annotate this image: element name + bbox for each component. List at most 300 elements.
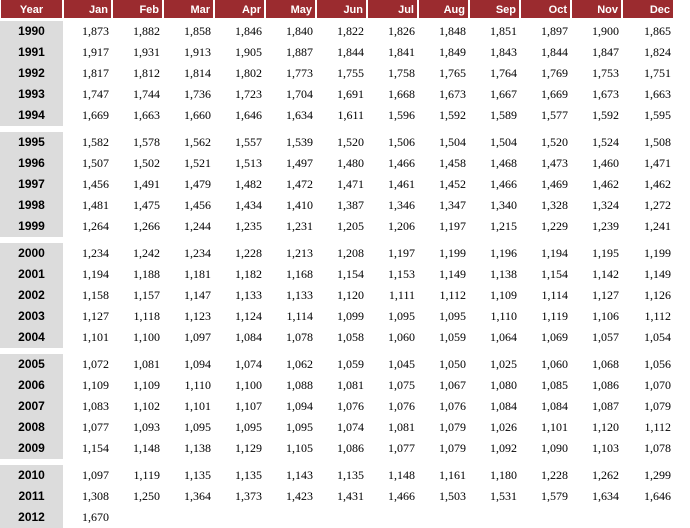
value-cell: 1,215	[490, 219, 517, 233]
value-cell: 1,308	[82, 489, 109, 503]
value-cell: 1,858	[184, 24, 211, 38]
value-cell: 1,154	[541, 267, 568, 281]
value-cell: 1,088	[286, 378, 313, 392]
value-cell: 1,539	[286, 135, 313, 149]
value-cell: 1,844	[541, 45, 568, 59]
value-cell: 1,562	[184, 135, 211, 149]
table-body	[0, 18, 674, 528]
value-cell: 1,133	[235, 288, 262, 302]
value-cell: 1,196	[490, 246, 517, 260]
value-cell	[265, 507, 316, 528]
value-cell: 1,814	[184, 66, 211, 80]
value-cell: 1,105	[286, 441, 313, 455]
value-cell: 1,101	[82, 330, 109, 344]
value-cell: 1,149	[644, 267, 671, 281]
value-cell: 1,299	[644, 468, 671, 482]
value-cell: 1,503	[439, 489, 466, 503]
value-cell	[469, 507, 520, 528]
value-cell: 1,234	[82, 246, 109, 260]
value-cell: 1,135	[184, 468, 211, 482]
year-cell: 1998	[0, 195, 63, 216]
value-cell: 1,673	[439, 87, 466, 101]
year-cell: 1994	[0, 105, 63, 126]
value-cell: 1,723	[235, 87, 262, 101]
value-cell: 1,462	[592, 177, 619, 191]
table-row	[0, 327, 674, 348]
column-header-month: Jan	[63, 0, 112, 18]
column-header-month: Aug	[418, 0, 469, 18]
value-cell: 1,578	[133, 135, 160, 149]
value-cell: 1,081	[337, 378, 364, 392]
value-cell: 1,466	[388, 489, 415, 503]
value-cell: 1,434	[235, 198, 262, 212]
column-header-month: May	[265, 0, 316, 18]
value-cell: 1,582	[82, 135, 109, 149]
year-cell: 2011	[0, 486, 63, 507]
value-cell: 1,078	[286, 330, 313, 344]
value-cell: 1,086	[592, 378, 619, 392]
value-cell: 1,120	[592, 420, 619, 434]
table-row	[0, 105, 674, 126]
value-cell: 1,461	[388, 177, 415, 191]
value-cell: 1,050	[439, 357, 466, 371]
value-cell: 1,481	[82, 198, 109, 212]
value-cell: 1,102	[133, 399, 160, 413]
value-cell: 1,456	[184, 198, 211, 212]
value-cell: 1,110	[184, 378, 211, 392]
value-cell: 1,135	[235, 468, 262, 482]
value-cell: 1,119	[133, 468, 160, 482]
value-cell: 1,472	[286, 177, 313, 191]
value-cell: 1,119	[541, 309, 568, 323]
value-cell: 1,905	[235, 45, 262, 59]
year-cell: 2002	[0, 285, 63, 306]
value-cell: 1,112	[644, 309, 671, 323]
value-cell: 1,118	[133, 309, 160, 323]
value-cell: 1,081	[133, 357, 160, 371]
value-cell: 1,123	[184, 309, 211, 323]
table-row	[0, 375, 674, 396]
value-cell: 1,882	[133, 24, 160, 38]
value-cell: 1,110	[490, 309, 517, 323]
value-cell: 1,462	[644, 177, 671, 191]
value-cell: 1,199	[439, 246, 466, 260]
value-cell: 1,504	[439, 135, 466, 149]
value-cell: 1,075	[388, 378, 415, 392]
value-cell: 1,084	[235, 330, 262, 344]
value-cell: 1,851	[490, 24, 517, 38]
value-cell: 1,387	[337, 198, 364, 212]
year-cell: 2001	[0, 264, 63, 285]
year-cell: 1991	[0, 42, 63, 63]
value-cell: 1,154	[337, 267, 364, 281]
value-cell: 1,900	[592, 24, 619, 38]
value-cell: 1,765	[439, 66, 466, 80]
value-cell: 1,840	[286, 24, 313, 38]
value-cell: 1,093	[133, 420, 160, 434]
value-cell: 1,109	[82, 378, 109, 392]
table-row	[0, 216, 674, 237]
column-header-month: Jun	[316, 0, 367, 18]
value-cell: 1,324	[592, 198, 619, 212]
value-cell: 1,135	[337, 468, 364, 482]
value-cell: 1,094	[184, 357, 211, 371]
column-header-month: Mar	[163, 0, 214, 18]
value-cell: 1,161	[439, 468, 466, 482]
column-header-month: Oct	[520, 0, 571, 18]
value-cell: 1,120	[337, 288, 364, 302]
value-cell: 1,747	[82, 87, 109, 101]
value-cell: 1,059	[337, 357, 364, 371]
value-cell: 1,107	[235, 399, 262, 413]
value-cell: 1,100	[235, 378, 262, 392]
column-header-year: Year	[0, 0, 63, 18]
value-cell: 1,114	[286, 309, 313, 323]
value-cell: 1,129	[235, 441, 262, 455]
year-cell: 2000	[0, 243, 63, 264]
value-cell: 1,596	[388, 108, 415, 122]
value-cell: 1,095	[439, 309, 466, 323]
table-row	[0, 507, 674, 528]
value-cell: 1,101	[541, 420, 568, 434]
value-cell: 1,663	[644, 87, 671, 101]
value-cell: 1,197	[439, 219, 466, 233]
table-row	[0, 438, 674, 459]
value-cell: 1,482	[235, 177, 262, 191]
value-cell: 1,668	[388, 87, 415, 101]
value-cell: 1,508	[644, 135, 671, 149]
value-cell: 1,067	[439, 378, 466, 392]
value-cell: 1,157	[133, 288, 160, 302]
table-row	[0, 243, 674, 264]
value-cell: 1,092	[490, 441, 517, 455]
value-cell: 1,168	[286, 267, 313, 281]
value-cell: 1,824	[644, 45, 671, 59]
value-cell: 1,097	[184, 330, 211, 344]
value-cell: 1,764	[490, 66, 517, 80]
value-cell: 1,822	[337, 24, 364, 38]
value-cell: 1,058	[337, 330, 364, 344]
value-cell: 1,153	[388, 267, 415, 281]
value-cell: 1,127	[592, 288, 619, 302]
year-cell: 2003	[0, 306, 63, 327]
value-cell: 1,471	[337, 177, 364, 191]
value-cell: 1,068	[592, 357, 619, 371]
value-cell: 1,112	[644, 420, 671, 434]
column-header-month: Apr	[214, 0, 265, 18]
year-cell: 2005	[0, 354, 63, 375]
value-cell: 1,473	[541, 156, 568, 170]
value-cell: 1,466	[490, 177, 517, 191]
value-cell: 1,520	[541, 135, 568, 149]
value-cell: 1,663	[133, 108, 160, 122]
value-cell: 1,634	[286, 108, 313, 122]
table-row	[0, 417, 674, 438]
value-cell: 1,704	[286, 87, 313, 101]
value-cell: 1,595	[644, 108, 671, 122]
value-cell: 1,078	[644, 441, 671, 455]
value-cell: 1,849	[439, 45, 466, 59]
year-cell: 1996	[0, 153, 63, 174]
table-row	[0, 465, 674, 486]
value-cell: 1,194	[541, 246, 568, 260]
value-cell: 1,479	[184, 177, 211, 191]
value-cell: 1,072	[82, 357, 109, 371]
value-cell: 1,346	[388, 198, 415, 212]
value-cell: 1,507	[82, 156, 109, 170]
value-cell: 1,059	[439, 330, 466, 344]
value-cell: 1,060	[388, 330, 415, 344]
value-cell: 1,423	[286, 489, 313, 503]
value-cell	[214, 507, 265, 528]
value-cell: 1,188	[133, 267, 160, 281]
value-cell: 1,109	[490, 288, 517, 302]
table-header	[0, 0, 674, 18]
value-cell: 1,112	[439, 288, 466, 302]
value-cell: 1,080	[490, 378, 517, 392]
table-row	[0, 396, 674, 417]
value-cell: 1,100	[133, 330, 160, 344]
value-cell: 1,087	[592, 399, 619, 413]
value-cell: 1,520	[337, 135, 364, 149]
value-cell: 1,848	[439, 24, 466, 38]
value-cell: 1,865	[644, 24, 671, 38]
value-cell: 1,755	[337, 66, 364, 80]
table-row	[0, 306, 674, 327]
year-cell: 1990	[0, 21, 63, 42]
value-cell: 1,154	[82, 441, 109, 455]
value-cell: 1,579	[541, 489, 568, 503]
value-cell: 1,194	[82, 267, 109, 281]
value-cell: 1,773	[286, 66, 313, 80]
value-cell: 1,181	[184, 267, 211, 281]
value-cell: 1,589	[490, 108, 517, 122]
value-cell: 1,753	[592, 66, 619, 80]
value-cell: 1,264	[82, 219, 109, 233]
value-cell: 1,099	[337, 309, 364, 323]
value-cell: 1,208	[337, 246, 364, 260]
value-cell: 1,070	[644, 378, 671, 392]
value-cell: 1,094	[286, 399, 313, 413]
column-header-month: Nov	[571, 0, 622, 18]
value-cell: 1,250	[133, 489, 160, 503]
value-cell: 1,148	[133, 441, 160, 455]
value-cell: 1,471	[644, 156, 671, 170]
value-cell: 1,158	[82, 288, 109, 302]
value-cell: 1,056	[644, 357, 671, 371]
year-cell: 2010	[0, 465, 63, 486]
value-cell: 1,084	[541, 399, 568, 413]
value-cell: 1,235	[235, 219, 262, 233]
value-cell: 1,844	[337, 45, 364, 59]
value-cell: 1,557	[235, 135, 262, 149]
year-cell: 2006	[0, 375, 63, 396]
table-row	[0, 21, 674, 42]
value-cell: 1,239	[592, 219, 619, 233]
year-cell: 2007	[0, 396, 63, 417]
value-cell: 1,841	[388, 45, 415, 59]
value-cell: 1,667	[490, 87, 517, 101]
value-cell: 1,262	[592, 468, 619, 482]
value-cell: 1,106	[592, 309, 619, 323]
value-cell: 1,410	[286, 198, 313, 212]
value-cell: 1,458	[439, 156, 466, 170]
value-cell: 1,266	[133, 219, 160, 233]
value-cell: 1,242	[133, 246, 160, 260]
table-row	[0, 195, 674, 216]
column-header-month: Dec	[622, 0, 674, 18]
value-cell: 1,887	[286, 45, 313, 59]
year-cell: 1992	[0, 63, 63, 84]
value-cell: 1,101	[184, 399, 211, 413]
value-cell: 1,847	[592, 45, 619, 59]
value-cell: 1,466	[388, 156, 415, 170]
value-cell: 1,133	[286, 288, 313, 302]
value-cell: 1,077	[388, 441, 415, 455]
value-cell: 1,057	[592, 330, 619, 344]
value-cell: 1,347	[439, 198, 466, 212]
value-cell: 1,913	[184, 45, 211, 59]
value-cell: 1,592	[592, 108, 619, 122]
value-cell: 1,231	[286, 219, 313, 233]
value-cell: 1,524	[592, 135, 619, 149]
value-cell: 1,244	[184, 219, 211, 233]
value-cell	[520, 507, 571, 528]
value-cell: 1,521	[184, 156, 211, 170]
value-cell: 1,109	[133, 378, 160, 392]
value-cell: 1,272	[644, 198, 671, 212]
value-cell: 1,826	[388, 24, 415, 38]
value-cell: 1,095	[235, 420, 262, 434]
value-cell: 1,180	[490, 468, 517, 482]
value-cell: 1,138	[490, 267, 517, 281]
value-cell: 1,328	[541, 198, 568, 212]
value-cell: 1,079	[439, 420, 466, 434]
year-cell: 2012	[0, 507, 63, 528]
value-cell: 1,077	[82, 420, 109, 434]
value-cell: 1,079	[439, 441, 466, 455]
value-cell: 1,592	[439, 108, 466, 122]
value-cell	[316, 507, 367, 528]
value-cell: 1,228	[541, 468, 568, 482]
table-row	[0, 63, 674, 84]
value-cell: 1,149	[439, 267, 466, 281]
value-cell: 1,084	[490, 399, 517, 413]
column-header-month: Jul	[367, 0, 418, 18]
value-cell: 1,142	[592, 267, 619, 281]
value-cell: 1,506	[388, 135, 415, 149]
value-cell: 1,452	[439, 177, 466, 191]
value-cell: 1,469	[541, 177, 568, 191]
value-cell	[367, 507, 418, 528]
value-cell: 1,086	[337, 441, 364, 455]
value-cell: 1,081	[388, 420, 415, 434]
value-cell: 1,111	[388, 288, 415, 302]
table-row	[0, 42, 674, 63]
value-cell: 1,340	[490, 198, 517, 212]
value-cell: 1,691	[337, 87, 364, 101]
value-cell: 1,843	[490, 45, 517, 59]
value-cell: 1,095	[184, 420, 211, 434]
value-cell: 1,758	[388, 66, 415, 80]
value-cell: 1,646	[235, 108, 262, 122]
value-cell: 1,634	[592, 489, 619, 503]
value-cell: 1,182	[235, 267, 262, 281]
value-cell: 1,069	[541, 330, 568, 344]
value-cell: 1,431	[337, 489, 364, 503]
value-cell: 1,074	[337, 420, 364, 434]
value-cell: 1,060	[541, 357, 568, 371]
value-cell: 1,460	[592, 156, 619, 170]
value-cell: 1,114	[541, 288, 568, 302]
year-cell: 2009	[0, 438, 63, 459]
value-cell: 1,751	[644, 66, 671, 80]
value-cell	[163, 507, 214, 528]
table-row	[0, 174, 674, 195]
value-cell: 1,197	[388, 246, 415, 260]
value-cell: 1,744	[133, 87, 160, 101]
table-row	[0, 486, 674, 507]
year-cell: 2008	[0, 417, 63, 438]
year-cell: 1993	[0, 84, 63, 105]
value-cell: 1,660	[184, 108, 211, 122]
value-cell: 1,897	[541, 24, 568, 38]
value-cell: 1,917	[82, 45, 109, 59]
value-cell: 1,646	[644, 489, 671, 503]
value-cell: 1,502	[133, 156, 160, 170]
value-cell: 1,846	[235, 24, 262, 38]
value-cell: 1,206	[388, 219, 415, 233]
value-cell: 1,504	[490, 135, 517, 149]
value-cell: 1,531	[490, 489, 517, 503]
value-cell: 1,364	[184, 489, 211, 503]
value-cell: 1,513	[235, 156, 262, 170]
value-cell: 1,812	[133, 66, 160, 80]
header-row	[0, 0, 674, 18]
value-cell: 1,095	[286, 420, 313, 434]
value-cell: 1,126	[644, 288, 671, 302]
year-cell: 1995	[0, 132, 63, 153]
value-cell	[112, 507, 163, 528]
value-cell: 1,143	[286, 468, 313, 482]
year-cell: 2004	[0, 327, 63, 348]
year-cell: 1997	[0, 174, 63, 195]
value-cell	[418, 507, 469, 528]
value-cell: 1,062	[286, 357, 313, 371]
value-cell: 1,497	[286, 156, 313, 170]
value-cell: 1,241	[644, 219, 671, 233]
value-cell: 1,736	[184, 87, 211, 101]
value-cell: 1,670	[82, 510, 109, 524]
value-cell	[571, 507, 622, 528]
value-cell: 1,147	[184, 288, 211, 302]
value-cell: 1,054	[644, 330, 671, 344]
value-cell: 1,491	[133, 177, 160, 191]
table-row	[0, 153, 674, 174]
value-cell: 1,097	[82, 468, 109, 482]
value-cell: 1,045	[388, 357, 415, 371]
value-cell: 1,064	[490, 330, 517, 344]
value-cell: 1,229	[541, 219, 568, 233]
value-cell: 1,124	[235, 309, 262, 323]
value-cell: 1,475	[133, 198, 160, 212]
value-cell: 1,802	[235, 66, 262, 80]
value-cell: 1,138	[184, 441, 211, 455]
value-cell: 1,234	[184, 246, 211, 260]
value-cell: 1,577	[541, 108, 568, 122]
value-cell	[622, 507, 674, 528]
value-cell: 1,228	[235, 246, 262, 260]
